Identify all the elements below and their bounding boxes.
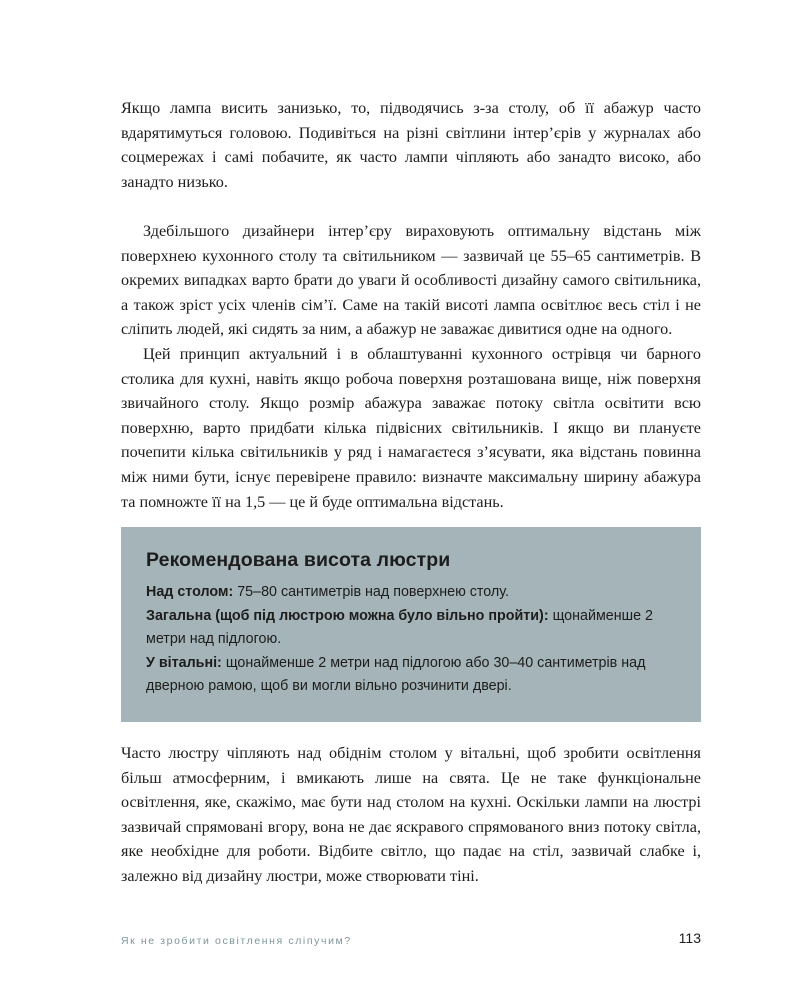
body-paragraph-1: Якщо лампа висить занизько, то, підводячись з-за столу, об її абажур часто вдарятимуться головою. Подивіться на різні світлини інтер’єрів у журналах або соцмережах і самі побачите, як часто лампи чіпляють або занадто високо, або занадто низько. [121,99,701,191]
recommendation-item-living-room [146,652,675,699]
running-head: Як не зробити освітлення сліпучим? [121,935,352,947]
body-paragraph-4: Часто люстру чіпляють над обіднім столом у вітальні, щоб зробити освітлення більш атмосферним, і вмикають лише на свята. Це не таке функціональне освітлення, яке, скажімо, має бути над столом на кухні. Оскільки лампи на люстрі зазвичай спрямовані вгору, вона не дає яскравого спрямованого вниз потоку світла, яке необхідне для роботи. Відбите світло, що падає на стіл, зазвичай слабке і, залежно від дизайну люстри, може створювати тіні. [121,744,701,885]
recommendation-item-label: Загальна (щоб під люстрою можна було вільно пройти): [146,607,549,624]
recommendation-item-over-table [146,581,675,605]
body-paragraph-3: Цей принцип актуальний і в облаштуванні кухонного острівця чи барного столика для кухні, навіть якщо робоча поверхня розташована вище, ніж поверхня звичайного столу. Якщо розмір абажура заважає потоку світла освітити всю поверхню, варто придбати кілька підвісних світильників. І якщо ви плануєте почепити кілька світильників у ряд і намагаєтеся з’ясувати, яка відстань повинна між ними бути, існує перевірене правило: визначте максимальну ширину абажура та помножте її на 1,5 — це й буде оптимальна відстань. [121,345,701,511]
recommendation-item-label: У вітальні: [146,654,222,671]
recommendation-box-title: Рекомендована висота люстри [146,549,451,571]
recommendation-item-general [146,605,675,652]
recommendation-box [121,527,701,722]
recommendation-item-text: щонайменше 2 метри над підлогою. [146,607,653,648]
recommendation-item-label: Над столом: [146,584,234,600]
page-number: 113 [678,930,701,946]
recommendation-item-text: щонайменше 2 метри над підлогою або 30–40 сантиметрів над дверною рамою, щоб ви могли вільно розчинити двері. [146,654,646,695]
recommendation-item-text: 75–80 сантиметрів над поверхнею столу. [237,584,509,600]
body-paragraph-2: Здебільшого дизайнери інтер’єру вираховують оптимальну відстань між поверхнею кухонного столу та світильником — зазвичай це 55–65 сантиметрів. В окремих випадках варто брати до уваги й особливості дизайну самого світильника, а також зріст усіх членів сім’ї. Саме на такій висоті лампа освітлює весь стіл і не сліпить людей, які сидять за ним, а абажур не заважає дивитися одне на одного. [121,222,701,339]
